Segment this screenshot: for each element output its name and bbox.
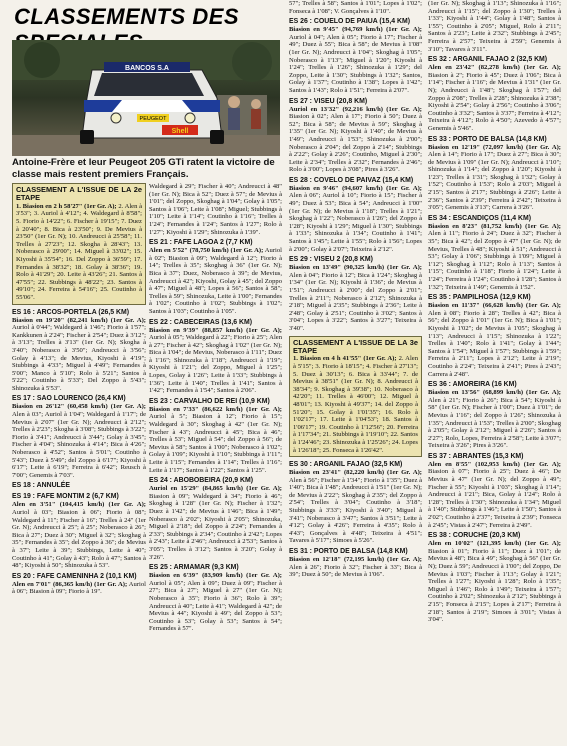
stage-winner: 1. Biasion en 4 h 41'55" (1er Gr. A);: [293, 355, 397, 363]
rally-car-illustration: [12, 40, 280, 156]
stage-title: ES 32 : ARGANIL FAJAO 2 (32,5 KM): [428, 56, 548, 64]
stage-times: Auriol à 0'44"; Waldegard à 1'46"; Fiorio à 1'57"; Kankkunen à 2'24"; Fischer à 2'54"; Duez à 3'12"; à 3'13"; Trelles à 3'13" (1er Gr. N); Skogha à 3'40"; Noberasco à 3'50"; Andreucci à 3'56"; Golay à 4'13"; de Mevius, Kiyoshi à 4'19"; Stubbings à 4'33"; Miguel à 4'49"; Fernandes à 5'00"; Manco à 5'10"; Rolo à 5'21"; Santos à 5'22"; Coutinho à 5'33"; Del Zoppo à 5'43"; Shinozuka à 5'53".: [12, 324, 146, 392]
stage-times: Alen à 26"; Fiorio à 32"; Fischer à 33"; Bica à 39"; Duez à 50"; de Mevius à 1'06".: [289, 563, 422, 579]
stage-results: [289, 469, 422, 545]
stage-section: [12, 573, 146, 596]
stage-times: Auriol à 05"; Waldegard à 22"; Fiorio à 25"; Alen à 27"; Fischer à 42"; Skoghag à 1'02" (1er Gr. N); Bica à 1'04"; de Mevius, Noberasco à 1'11"; Duez à 1'16"; Shinozuka à 1'18"; Andreucci à 1'19"; Kiyoshi à 1'21"; del Zoppo, Miguel à 1'25"; Lopes, Golay à 1'26"; Leite à 1'33"; Stubbings à 1'36"; Leite à 1'40"; Trelles à 1'41"; Santos à 1'42"; Fernandes à 1'54"; Santos à 2'06".: [149, 334, 282, 395]
stage-results: [289, 264, 422, 332]
stage-winner: Biasion en 9'45" (94,769 km/h) (1er Gr. A);: [289, 26, 422, 34]
stage-title: ES 24 : ABOBOBEIRA (20,9 KM): [149, 477, 254, 485]
stage-section: [149, 398, 282, 474]
stage-times: Biasion à 02"; Alen à 17"; Fiorio à 50"; Duez à 52"; Bica à 58"; de Mevius à 59"; Skoghag à 1'35" (1er Gr. N); Kiyoshi à 1'40"; de Mevius à 1'49"; Andreucci à 1'53"; Shinozuka à 2'00"; Noberasco à 2'04"; del Zoppo à 2'14"; Stubbings à 2'22"; Golay à 2'26"; Coutinho, Miguel à 2'30"; Leite à 2'34"; Trelles à 2'32"; Fernandes à 2'46"; Rolo à 3'00"; Lopes à 3'08"; Pires à 3'26".: [289, 113, 422, 174]
stage-winner: Biasion en 23'41" (82,220 km/h) (1er Gr. A);: [289, 469, 422, 477]
stage-winner: Biasion en 7'33" (86,622 km/h) (1er Gr. A);: [149, 405, 282, 413]
stage-results: [149, 183, 282, 236]
photo-caption: Antoine-Frère et leur Peugeot 205 GTi ratent la victoire de classe mais restent premiers Français.: [12, 157, 275, 180]
shell-logo-text: Shell: [171, 128, 189, 135]
stage-title: ES 38 : CORUCHE (20,3 KM): [428, 532, 521, 540]
stage-results: [16, 203, 142, 302]
stage-results: [289, 26, 422, 94]
stage-winner: Biasion en 13'56" (68,899 km/h) (1er Gr. A);: [428, 389, 561, 397]
page-title: CLASSEMENTS DES: [14, 4, 240, 29]
stage-times: Alen à 11"; Fiorio à 24"; Duez à 32"; Fischer à 35"; Bica à 42"; del Zoppo à 47" (1er Gr. N); de Mevius, Trelles à 48"; Kiyoshi à 51"; Andreucci à 53"; Golay à 1'06"; Stubbings à 1'09"; Miguel à 1'12"; Skoghag à 1'12"; Rolo à 1'13"; Santos à 1'15"; Coutinho à 1'18"; Fiorio à 1'24"; Leite à 1'24"; Ferreira à 1'24"; Coutinho à 1'28"; Santos à 1'32"; Teixeira à 1'49"; Genemis à 1'52".: [428, 230, 561, 291]
stage-results: [428, 223, 561, 291]
stage-title: ES 19 : FAFE MONTIM 2 (6,7 KM): [12, 493, 119, 501]
stage-results: [428, 0, 561, 53]
stage-results: [12, 581, 146, 596]
stage-winner: Alen en 23'42" (82,278 km/h) (1er Gr. A);: [428, 64, 561, 72]
stage-title: ES 29 : VISEU 2 (20,8 KM): [289, 256, 373, 264]
stage-times: Alen à 06"; Auriol à 10"; Fiorio à 15"; Fischer à 49"; Duez à 53"; Bica à 54"; Andreucci à 1'00" (1er Gr. N); de Mevius à 1'18"; Trelles à 1'21"; Skoghag à 1'22"; Noberasco à 1'26"; del Zoppo à 1'28"; Kiyoshi à 1'29"; Miguel à 1'30"; Stubbings à 1'33"; Shinozuka à 1'34"; Coutinho à 1'41"; Santos à 1'45"; Leite à 1'55"; Rolo à 1'56"; Lopes à 2'00"; Golay à 2'07"; Teixeira à 2'12".: [289, 192, 422, 253]
stage-results: [428, 540, 561, 624]
stage-times: Auriol à 02"; Biasion à 09"; Waldegard à 12"; Fiorio à 14"; Trelles à 35"; Skoghag à 36" (1er Gr. N); Bica à 37"; Duez, Noberasco à 39"; de Mevius, Andreucci à 42"; Kiyoshi, Golay à 45"; del Zoppo à 47"; Miguel à 48"; Lopes à 56"; Santos à 58"; Trelles à 59"; Shinozuka, Leite à 1'00"; Fernandes à 1'02"; Coutinho à 1'02"; Stubbings à 1'02"; Santos à 1'03"; Coutinho à 1'05".: [149, 247, 282, 315]
stage-title: ES 27 : VISEU (20,8 KM): [289, 97, 368, 105]
stage-section: [12, 493, 146, 569]
stage-times: Alen à 04"; Fiorio à 12"; Bica à 1'24"; Skoghag à 1'34" (1er Gr. N); Kiyoshi à 1'36"; de Mevius à 1'51"; Andreucci à 2'00"; del Zoppo à 2'01"; Trelles à 2'11"; Noberasco à 2'12"; Shinozuka à 2'18"; Miguel à 2'35"; Stubbings à 2'36"; Leite à 2'48"; Golay à 2'51"; Coutinho à 3'02"; Santos à 3'04"; Lopes à 3'22"; Santos à 3'27"; Teixeira à 3'40".: [289, 271, 422, 332]
stage-times: Alen à 21"; Fiorio à 26"; Bica à 54"; Kiyoshi à 58" (1er Gr. N); Fischer à 1'00"; Duez à 1'01"; de Mevius à 1'16"; del Zoppo à 1'26"; Shinozuka à 1'35"; Andreucci à 1'53"; Trelles à 2'00"; Skoghag à 2'05"; Golay à 2'12"; Miguel à 2'26"; Santos à 2'27"; Rolo, Lopes, Ferreira à 2'58"; Leite à 3'07"; Teixeira à 3'26"; Pires à 3'26".: [428, 396, 561, 450]
stage-title: ES 21 : FAFE LAGOA 2 (7,7 KM): [149, 239, 253, 247]
stage-title: ES 18 : ANNULÉE: [12, 482, 70, 490]
stage-winner: Biasion en 9'39" (88,857 km/h) (1er Gr. A);: [149, 326, 282, 334]
stage-title: ES 34 : ESCANDIÇOS (11,4 KM): [428, 214, 532, 222]
stage-section: [428, 453, 561, 529]
stage-winner: Alen en 7'01" (86,365 km/h) (1er Gr. A);: [12, 580, 128, 588]
stage-section: [12, 482, 146, 490]
stage-results: [149, 247, 282, 315]
results-column-4: [428, 0, 561, 741]
stage-winner: Biasion en 12'19" (72,097 km/h) (1er Gr. A);: [428, 143, 561, 151]
stage-winner: Biasion en 19'20" (82,241 km/h) (1er Gr. A);: [12, 316, 146, 324]
stage-times: Alen à 14"; Fiorio à 17"; Duez à 27"; Bica à 30"; de Mevius à 1'09" (1er Gr. N); Andreucci à 1'10"; Shinozuka à 1'14"; del Zoppo à 1'20"; Kiyoshi à 1'23"; Trelles à 1'31"; Skoghag à 1'32"; Golay à 1'52"; Coutinho à 1'53"; Rolo à 2'03"; Miguel à 2'15"; Santos à 2'17"; Stubbings à 2'26"; Leite à 2'36"; Santos à 2'39"; Ferreira à 2'42"; Teixeira à 3'05"; Genemis à 3'13"; Carrera à 3'26".: [428, 151, 561, 212]
stage-times: Auriol à 03"; Biasion à 06"; Fiorio à 08"; Waldegard à 11"; Fischer à 16"; Trelles à 24" (1er Gr. N); Andreucci à 25"; à 25"; Noberasco à 26"; Bica à 27"; Duez à 30"; Miguel à 32"; Skoghag à 35"; Fernandes à 35"; del Zoppo à 36"; de Mevius à 37"; Leite à 39"; Stubbings, Leite à 40"; Coutinho à 41"; Golay à 43"; Rolo à 47"; Santos à 48"; Kiyoshi à 50"; Shinozuka à 53".: [12, 509, 146, 570]
stage-section: [289, 256, 422, 332]
stage-times: Biasion à 07"; Fiorio à 25"; Duez à 46"; De Mevius à 47" (1er Gr. N); del Zoppo à 49"; Fischer à 55"; Kiyoshi à 1'03"; Skoghag à 1'14"; Andreucci à 1'21"; Bica, Golay à 1'24"; Rolo à 1'28"; Trelles à 1'30"; Shinozuka à 1'34"; Miguel à 1'40"; Stubbings à 1'46"; Leite à 1'50"; Santos à 2'02"; Coutinho à 2'37"; Teixeira à 2'39"; Fonseca à 2'45"; Vistas à 2'47"; Ferreira à 2'49".: [428, 468, 561, 529]
stage-section: [12, 395, 146, 479]
stage-section: [428, 294, 561, 378]
stage-winner: Biasion en 13'49" (90,325 km/h) (1er Gr. A);: [289, 264, 422, 272]
stage-results: [12, 317, 146, 393]
continued-text: [428, 0, 561, 53]
stage-title: ES 22 : CABECEIRAS (13,6 KM): [149, 318, 252, 326]
stage-section: [428, 215, 561, 291]
stage-title: ES 26 : COUELO DE PAIUA (15,4 KM): [289, 18, 410, 26]
stage-results: [12, 403, 146, 479]
stage-winner: Alen en 8'55" (102,953 km/h) (1er Gr. A);: [428, 460, 561, 468]
stage-section: [428, 56, 561, 132]
rally-car-photo: [12, 40, 280, 156]
title-bar: [0, 0, 288, 36]
stage-section: [12, 309, 146, 393]
stage-winner: Biasion en 9'46" (94,607 km/h) (1er Gr. A);: [289, 184, 422, 192]
stage-winner: Biasion en 26'12" (60,458 km/h) (1er Gr. A);: [12, 403, 146, 411]
stage-results: [428, 144, 561, 212]
stage-title: ES 20 : FAFE CAMENINHA 2 (10,1 KM): [12, 572, 137, 580]
stage-times: Alen à 03"; Auriol à 1'04"; Waldegard à 1'17"; de Mevius à 2'07" (1er Gr. N); Andreucci à 2'12"; Trelles à 2'23"; Skogha à 3'08"; Stubbings à 3'22"; Fiorio à 3'41"; Andreucci à 3'44"; Golay à 3'45"; Fischer à 4'04"; Shinozuka à 4'14"; Bica à 4'26"; Noberasco à 4'52"; Santos à 5'01"; Coutinho à 5'43"; Duez à 5'49"; del Zoppo à 6'17"; Kiyoshi à 6'17"; Leite à 6'19"; Ferreira à 6'42"; Reusch à 7'00"; Genemis à 7'03".: [12, 411, 146, 479]
stage-winner: Alen en 5'52" (78,750 km/h) (1er Gr. A);: [149, 247, 264, 255]
stage-title: ES 17 : SAO LOURENCO (26,4 KM): [12, 395, 126, 403]
stage-section: [428, 381, 561, 450]
stage-times: Auriol à 05"; Alen à 09"; Duez à 09"; Fischer à 27"; Bica à 27"; Miguel à 27" (1er Gr. N); Noberasco à 35"; Fiorio à 36"; Rolo à 39"; Andreucci à 40"; Leite à 41"; Waldegard à 42"; de Mevius à 44"; Kiyoshi à 49"; del Zoppo à 53"; Coutinho à 53"; Golay à 53"; Santos à 54"; Fernandes à 57".: [149, 579, 282, 633]
stage-title: ES 25 : ARMAMAR (9,3 KM): [149, 564, 239, 572]
stage-title: ES 16 : ARCOS-PORTELA (26,5 KM): [12, 308, 130, 316]
stage-times: 2. Alen à 3'53"; 3. Auriol à 4'12"; 4. Waldegard à 8'58"; 5. Fiorio à 14'22"; 6. Fischer à 19'15"; 7. Duez à 20'40"; 8. Bica à 23'50"; 9. De Mevius à 23'50" (1er Gr. N); 10. Andreucci à 25'58"; 11. Trelles à 27'23"; 12. Skogha à 28'43"; 13. Noberasco à 29'00"; 14. Miguel à 33'02"; 15. Kiyoshi à 35'54"; 16. Del Zoppo à 36'59"; 17. Fernandes à 38'32"; 18. Golay à 38'36"; 19. Rolo à 41'29"; 20. Leite à 43'26"; 21. Santos à 47'55"; 22. Stubbings à 48'22"; 23. Santos à 49'10"; 24. Ferreira à 54'16"; 25. Coutinho à 55'06".: [16, 202, 142, 301]
stage-section: [289, 548, 422, 579]
stage-results: [149, 327, 282, 395]
stage-times: 2. Alen à 5'15"; 3. Fiorio à 18'15"; 4. Fischer à 27'13"; 5. Duez à 30'13"; 6. Bica à 33'44"; 7. de Mevius à 38'51" (1er Gr. N); 8. Andreucci à 38'34"; 9. Skoghag à 39'38"; 10. Noberasco à 42'20"; 11. Trelles à 46'00"; 12. Miguel à 48'01"; 13. Kiyoshi à 49'37"; 14. del Zoppo à 51'20"; 15. Golay à 1'01'35"; 16. Rolo à 1'02'17"; 17. Leite à 1'04'53"; 18. Santos à 1'06'17"; 19. Coutinho à 1'12'56"; 20. Ferreira à 1'17'34"; 21. Stubbings à 1'19'10"; 22. Santos à 1'24'46"; 23. Shinozuka à 1'25'26"; 24. Lopes à 1'26'18"; 25. Fonseca à 1'26'42".: [293, 355, 419, 454]
stage-results: [289, 106, 422, 174]
stage-title: ES 36 : AMOREIRA (16 KM): [428, 381, 517, 389]
stage-title: ES 37 : ABRANTES (15,3 KM): [428, 452, 524, 460]
stage-results: [293, 355, 418, 454]
stage-title: ES 23 : CARVALHO DE REI (10,9 KM): [149, 397, 270, 405]
results-column-3: [289, 0, 422, 741]
plate-text: PEUGEOT: [139, 116, 167, 122]
stage-winner: Alen en 3'51" (104,415 km/h) (1er Gr. A);: [12, 501, 146, 509]
stage-results: [428, 461, 561, 529]
sponsor-top-text: BANCOS S.A: [125, 65, 169, 72]
stage-section: [289, 18, 422, 94]
results-column-2: [149, 183, 282, 741]
stage-results: [149, 485, 282, 561]
stage-section: [428, 136, 561, 212]
stage-section: [149, 319, 282, 395]
stage-winner: Auriol en 15'29" (84,865 km/h) (1er Gr. A);: [149, 485, 282, 493]
stage-times: (1er Gr. N); Skoghag à 1'13"; Shinozuka à 1'16"; Andreucci à 1'15"; del Zoppo à 1'30"; Trelles à 1'33"; Kiyoshi à 1'44"; Golay à 1'48"; Santos à 1'55"; Coutinho à 2'05"; Miguel, Rolo à 2'11"; Santos à 2'23"; Leite à 2'32"; Stubbings à 2'45"; Ferreira à 2'57"; Teixeira à 2'59"; Genemis à 3'10"; Tavares à 3'11".: [428, 0, 561, 53]
stage-title: ES 31 : PORTO DE BALSA (14,8 KM): [289, 548, 408, 556]
continued-text: [149, 183, 282, 236]
stage-results: [12, 501, 146, 569]
standings-box: [289, 336, 422, 458]
stage-title: ES 35 : PAMPILHOSA (12,9 KM): [428, 294, 531, 302]
stage-winner: 1. Biasion en 2 h 58'27" (1er Gr. A);: [16, 202, 117, 210]
stage-title: ES 28 : COVELO DE PAIVAZ (15,4 KM): [289, 176, 414, 184]
stage-times: Biasion à 09"; Waldegard à 34"; Fiorio à 46"; Skoghag à 1'28" (1er Gr. N); Fischer à 1'32"; Duez à 1'42"; de Mevius à 1'46"; Bica à 1'49"; Noberasco à 2'02"; Kiyoshi à 2'05"; Shinozuka, Miguel à 2'18"; del Zoppo à 2'24"; Fernandes à 2'33"; Stubbings à 2'34"; Coutinho à 2'42"; Lopes à 2'43"; Leite à 2'46"; Andreucci à 2'53"; Santos à 3'05"; Trelles à 3'12"; Santos à 3'20"; Golay à 3'26".: [149, 492, 282, 561]
continued-text: [289, 0, 422, 15]
standings-title: CLASSEMENT A L'ISSUE DE LA 3e ETAPE: [293, 337, 418, 355]
stage-results: [428, 64, 561, 132]
stage-winner: Biasion en 8'23" (81,752 km/h) (1er Gr. A);: [428, 222, 561, 230]
stage-times: Biasion à 2"; Fiorio à 45"; Duez à 1'06"; Bica à 1'14"; Fischer à 1'16"; de Mevius à 1'31" (1er Gr. N); Andreucci à 1'48"; Skoghag à 1'57"; del Zoppo à 2'08"; Trelles à 2'28"; Shinozuka à 2'38"; Kiyoshi à 2'54"; Golay à 2'56"; Coutinho à 3'06"; Coutinho à 3'32"; Santos à 3'37"; Ferreira à 4'12"; Teixeira à 4'12"; Rolo à 4'50"; Azevedo à 4'57"; Genemis à 5'46".: [428, 71, 561, 132]
stage-title: ES 30 : ARGANIL FAJAO (32,5 KM): [289, 461, 403, 469]
stage-results: [289, 556, 422, 579]
stage-section: [149, 564, 282, 633]
stage-times: Auriol à 04"; Alen à 05"; Fiorio à 17"; Fischer à 49"; Duez à 55"; Bica à 58"; de Mevius à 1'08" (1er Gr. N); Andreucci à 1'04"; Skoghag à 1'05"; Noberasco à 1'13"; Miguel à 1'20"; Kiyoshi à 1'24"; Trelles à 1'26"; Shinozuka à 1'29"; del Zoppo, Leite à 1'30"; Stubbings à 1'32"; Santos, Golay à 1'37"; Coutinho à 1'38"; Lopes à 1'42"; Santos à 1'43"; Rolo à 1'51"; Ferreira à 2'07".: [289, 33, 422, 94]
stage-times: Biasion à 01"; Fiorio à 11"; Duez à 1'01"; de Mevius à 48"; Bica à 49"; Skoghag à 56" (1er Gr. N); Duez à 59"; Andreucci à 1'00"; del Zoppo, De Mevius à 1'03"; Fischer à 1'13"; Golay à 1'21"; Trelles à 1'27"; Kiyoshi à 1'28"; Rolo à 1'35"; Miguel à 1'46"; Rolo à 1'49"; Teixeira à 1'57"; Coutinho à 2'02"; Shinozuka à 2'12"; Stubbings à 2'15"; Fonseca à 2'15"; Lopes à 2'17"; Ferreira à 2'18"; Santos à 2'19"; Simoes à 3'01"; Vistas à 3'04".: [428, 547, 561, 624]
standings-box: [12, 183, 146, 305]
stage-results: [289, 0, 422, 15]
stage-results: [428, 302, 561, 378]
stage-results: [149, 406, 282, 474]
stage-results: [289, 185, 422, 253]
stage-winner: Biasion en 6'39" (83,909 km/h) (1er Gr. A);: [149, 572, 282, 580]
stage-winner: Auriol en 13'32" (92,216 km/h) (1er Gr. A);: [289, 105, 422, 113]
stage-section: [289, 177, 422, 253]
stage-times: Alen à 08"; Fiorio à 28"; Trelles à 42"; Bica à 56"; del Zoppo à 1'01" (1er Gr. N); Bica à 1'01"; Kiyoshi à 1'02"; de Mevius à 1'05"; Skoghag à 1'13"; Andreucci à 1'15"; Shinozuka à 1'22"; Trelles à 1'40"; Rolo à 1'41"; Golay à 1'44"; Santos à 1'54"; Miguel à 1'57"; Stubbings à 1'59"; Ferreira à 2'11"; Lopes à 2'12"; Leite à 2'19"; Coutinho à 2'24"; Teixeira à 2'41"; Pires à 2'43"; Carrera à 2'48".: [428, 309, 561, 378]
stage-title: ES 33 : PORTO DE BALSA (14,8 KM): [428, 135, 547, 143]
standings-title: CLASSEMENT A L'ISSUE DE LA 2e ETAPE: [16, 185, 142, 203]
stage-section: [149, 477, 282, 561]
stage-times: Alen à 56"; Fischer à 1'34"; Fiorio à 1'35"; Duez à 1'40"; Bica à 1'48"; Andreucci à 1'51" (1er Gr. N); de Mevius à 2'22"; Skoghag à 2'35"; del Zoppo à 2'54"; Trelles à 3'04"; Coutinho à 3'18"; Stubbings à 3'33"; Kiyoshi à 3'40"; Miguel à 3'41"; Noberasco à 3'47"; Santos à 3'51"; Leite à 4'12"; Golay à 4'26"; Ferreira à 4'35"; Rolo à 4'43"; Gonçalves à 4'48"; Teixeira à 4'51"; Tavares à 5'17"; Simoes à 5'26".: [289, 476, 422, 545]
results-column-1: [12, 183, 146, 741]
stage-times: Auriol à 06"; Biasion à 09"; Fiorio à 19".: [12, 580, 146, 596]
stage-winner: Biasion en 12'18" (72,195 km/h) (1er Gr. A);: [289, 556, 422, 564]
stage-section: [289, 98, 422, 174]
stage-times: 57"; Trelles à 58"; Santos à 1'01"; Lopes à 1'02"; Fonseca à 1'08"; V. Gonçalves à 1'10".: [289, 0, 422, 15]
stage-winner: Biasion en 11'37" (66,628 km/h) (1er Gr. A);: [428, 302, 561, 310]
stage-results: [149, 572, 282, 633]
stage-section: [149, 239, 282, 315]
stage-section: [428, 532, 561, 624]
stage-times: Waldegard à 29"; Fischer à 40"; Andreucci à 48" (1er Gr. N); Bica à 52"; Duez à 57"; de Mevius à 1'01"; del Zoppo, Skoghag à 1'04"; Golay à 1'05"; Santos à 1'06"; Leite à 1'08"; Miguel; Stubbings à 1'10"; Leite à 1'14"; Coutinho à 1'16"; Trelles à 1'24"; Fernandes à 1'24"; Santos à 1'27"; Rolo à 1'27"; Kiyoshi à 1'29"; Shinozuka à 1'39".: [149, 183, 282, 236]
stage-results: [428, 389, 561, 450]
stage-times: Auriol à 5"; Biasion à 12"; Fiorio à 15"; Waldegard à 30"; Skoghag à 42" (1er Gr. N); Fischer à 43"; Andreucci à 45"; Bica à 46"; Trelles à 53"; Miguel à 54"; del Zoppo à 56"; de Mevius à 58"; Santos à 1'00"; Noberasco à 1'02"; Golay à 1'09"; Kiyoshi à 1'10"; Stubbings à 1'11"; Leite à 1'15"; Fernandes à 1'14"; Trelles à 1'16"; Leite à 1'17"; Santos à 1'22"; Santos à 1'25".: [149, 413, 282, 474]
stage-winner: Alen en 10'02" (121,395 km/h) (1er Gr. A);: [428, 540, 561, 548]
stage-section: [289, 461, 422, 545]
